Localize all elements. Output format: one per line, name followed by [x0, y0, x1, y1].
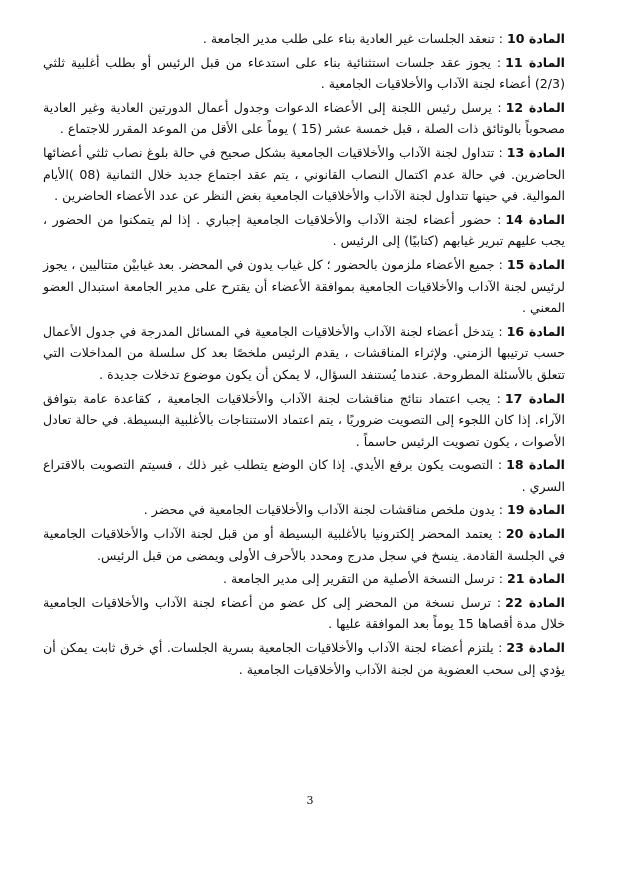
article-text: : جميع الأعضاء ملزمون بالحضور ؛ كل غياب يدون في المحضر. بعد غيابيْن متتاليين ، يجوز لرئيس لجنة الآداب والأخلاقيات الجامعية بموافقة الأعضاء أن يقترح على مدير الجامعة استبدال العضو المعني .: [43, 256, 565, 316]
article-text: : التصويت يكون برفع الأيدي. إذا كان الوضع يتطلب غير ذلك ، فسيتم التصويت بالاقتراع السري .: [43, 457, 565, 494]
article-text: : يلتزم أعضاء لجنة الآداب والأخلاقيات الجامعية بسرية الجلسات. أي خرق ثابت يمكن أن يؤدي إلى سحب العضوية من لجنة الآداب والأخلاقيات الجامعية .: [43, 640, 565, 677]
article-13: [43, 142, 565, 207]
article-text: : حضور أعضاء لجنة الآداب والأخلاقيات الجامعية إجباري . إذا لم يتمكنوا من الحضور ، يجب عليهم تبرير غيابهم (كتابيًا) إلى الرئيس .: [43, 211, 565, 249]
article-label: المادة 23: [506, 640, 566, 656]
article-label: المادة 21: [506, 571, 565, 587]
article-label: المادة 17: [504, 390, 565, 406]
article-18: [43, 454, 565, 497]
article-22: [43, 592, 565, 635]
article-17: [43, 388, 565, 453]
article-text: : يتدخل أعضاء لجنة الآداب والأخلاقيات الجامعية في المسائل المدرجة في جدول الأعمال حسب ترتيبها الزمني. ولإثراء المناقشات ، يقدم الرئيس ملخصًا بعد كل سلسلة من المداخلات التي تتعلق بالأسئلة المطروحة. عندما يُستنفد السؤال، لا يمكن أن يكون موضوع تدخلات جديدة .: [43, 323, 565, 382]
article-20: [43, 523, 565, 566]
article-label: المادة 15: [506, 256, 566, 272]
article-text: : ترسل نسخة من المحضر إلى كل عضو من أعضاء لجنة الآداب والأخلاقيات الجامعية خلال مدة أقصاها 15 يوماً بعد الموافقة عليها .: [43, 594, 565, 632]
article-15: [43, 254, 565, 319]
article-label: المادة 18: [506, 457, 565, 473]
article-19: [43, 499, 565, 521]
article-text: : ترسل النسخة الأصلية من التقرير إلى مدير الجامعة .: [223, 571, 503, 587]
article-label: المادة 16: [506, 323, 565, 339]
article-label: المادة 10: [506, 31, 565, 46]
article-21: [43, 568, 565, 590]
article-text: : يجوز عقد جلسات استثنائية بناء على استدعاء من قبل الرئيس أو بطلب أغلبية ثلثي (2/3) أعضاء لجنة الآداب والأخلاقيات الجامعية .: [43, 54, 565, 92]
article-label: المادة 12: [505, 99, 565, 115]
article-label: المادة 13: [506, 144, 566, 160]
article-text: : يجب اعتماد نتائج مناقشات لجنة الآداب والأخلاقيات الجامعية ، كقاعدة عامة بتوافق الآراء. إذا كان اللجوء إلى التصويت ضروريًا ، يتم اعتماد الاستنتاجات بالأغلبية البسيطة. في حالة تعادل الأصوات ، يكون تصويت الرئيس حاسماً .: [43, 390, 565, 449]
article-12: [43, 97, 565, 140]
article-label: المادة 14: [505, 211, 565, 227]
articles-list: [43, 28, 565, 682]
article-14: [43, 209, 565, 252]
article-label: المادة 22: [505, 594, 565, 610]
article-text: : تتداول لجنة الآداب والأخلاقيات الجامعية بشكل صحيح في حالة بلوغ نصاب ثلثي أعضائها الحاضرين. في حالة عدم اكتمال النصاب القانوني ، يتم عقد اجتماع جديد خلال الثمانية (08 )الأيام الموالية. في حينها تتداول لجنة الآداب والأخلاقيات الجامعية بغض النظر عن عدد الأعضاء الحاضرين .: [43, 144, 565, 204]
article-label: المادة 20: [505, 526, 565, 542]
article-text: : تنعقد الجلسات غير العادية بناء على طلب مدير الجامعة .: [202, 31, 503, 46]
page-number: 3: [306, 794, 314, 807]
article-text: : يدون ملخص مناقشات لجنة الآداب والأخلاقيات الجامعية في محضر .: [143, 502, 503, 518]
article-16: [43, 321, 565, 386]
article-text: : يعتمد المحضر إلكترونيا بالأغلبية البسيطة أو من قبل لجنة الآداب والأخلاقيات الجامعية في الجلسة القادمة. ينسخ في سجل مدرج ومحدد بالأحرف الأولى ويمضى من قبل الرئيس.: [43, 526, 565, 563]
article-11: [43, 52, 565, 95]
article-23: [43, 637, 565, 680]
article-label: المادة 19: [506, 502, 565, 518]
article-text: : يرسل رئيس اللجنة إلى الأعضاء الدعوات وجدول أعمال الدورتين العادية وغير العادية مصحوباً بالوثائق ذات الصلة ، قبل خمسة عشر (15 ) يوماً على الأقل من الموعد المقرر للاجتماع .: [43, 99, 565, 137]
article-10: [43, 28, 565, 50]
article-label: المادة 11: [505, 54, 565, 70]
